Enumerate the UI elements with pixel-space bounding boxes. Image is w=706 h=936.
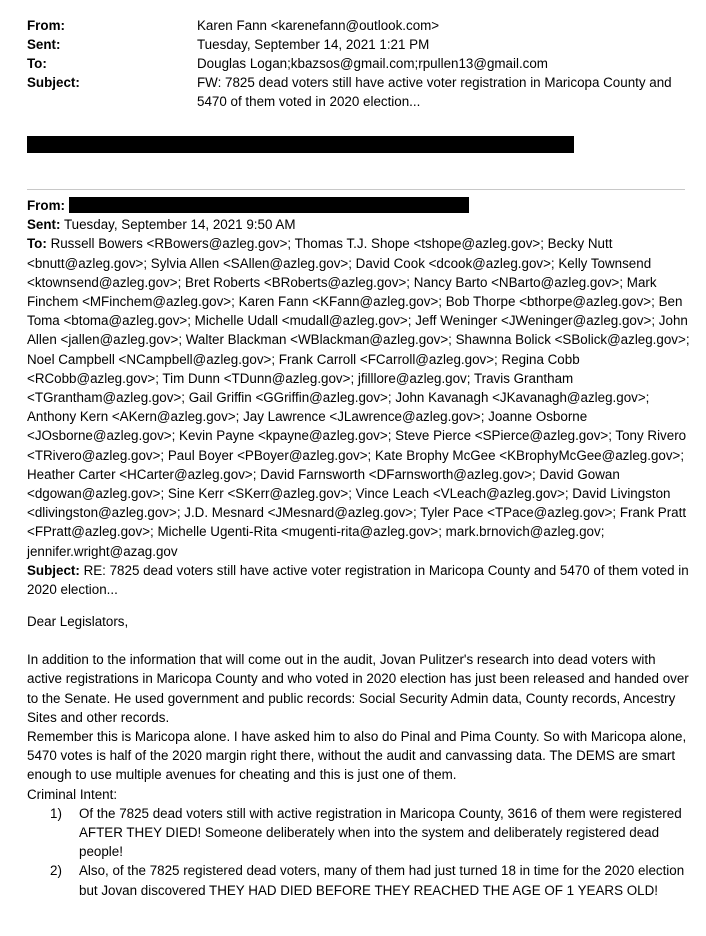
list-text: Of the 7825 dead voters still with active registration in Maricopa County, 3616 of them were registered AFTER THEY DIED! Someone deliberately when into the system and deliberately registered dead people! — [79, 805, 682, 860]
orig-sent-row — [27, 215, 691, 234]
list-text: Also, of the 7825 registered dead voters, many of them had just turned 18 in time for the 2020 election but Jovan discovered THEY HAD DIED BEFORE THEY REACHED THE AGE OF 1 YEARS OLD! — [79, 863, 685, 898]
to-value: Douglas Logan;kbazsos@gmail.com;rpullen13@gmail.com — [197, 56, 548, 71]
list-number: 1) — [50, 805, 62, 821]
orig-subject-value: RE: 7825 dead voters still have active voter registration in Maricopa County and 5470 of them voted in 2020 election... — [27, 562, 689, 598]
orig-to-value: Russell Bowers <RBowers@azleg.gov>; Thomas T.J. Shope <tshope@azleg.gov>; Becky Nutt <bnutt@azleg.gov>; Sylvia Allen <SAllen@azleg.gov>; David Cook <dcook@azleg.gov>; Kelly Townsend <ktownsend@azleg.gov>; Bret Roberts <BRoberts@azleg.gov>; Nancy Barto <NBarto@azleg.gov>; Mark Finchem <MFinchem@azleg.gov>; Karen Fann <KFann@azleg.gov>; Bob Thorpe <bthorpe@azleg.gov>; Ben Toma <btoma@azleg.gov>; Michelle Udall <mudall@azleg.gov>; Jeff Weninger <JWeninger@azleg.gov>; John Allen <jallen@azleg.gov>; Walter Blackman <WBlackman@azleg.gov>; Shawnna Bolick <SBolick@azleg.gov>; Noel Campbell <NCampbell@azleg.gov>; Frank Carroll <FCarroll@azleg.gov>; Regina Cobb <RCobb@azleg.gov>; Tim Dunn <TDunn@azleg.gov>; jfilllore@azleg.gov; Travis Grantham <TGrantham@azleg.gov>; Gail Griffin <GGriffin@azleg.gov>; John Kavanagh <JKavanagh@azleg.gov>; Anthony Kern <AKern@azleg.gov>; Jay Lawrence <JLawrence@azleg.gov>; Joanne Osborne <JOsborne@azleg.gov>; Kevin Payne <kpayne@azleg.gov>; Steve Pierce <SPierce@azleg.gov>; Tony Rivero <TRivero@azleg.gov>; Paul Boyer <PBoyer@azleg.gov>; Kate Brophy McGee <KBrophyMcGee@azleg.gov>; Heather Carter <HCarter@azleg.gov>; David Farnsworth <DFarnsworth@azleg.gov>; David Gowan <dgowan@azleg.gov>; Sine Kerr <SKerr@azleg.gov>; Vince Leach <VLeach@azleg.gov>; David Livingston <dlivingston@azleg.gov>; J.D. Mesnard <JMesnard@azleg.gov>; Tyler Pace <TPace@azleg.gov>; Frank Pratt <FPratt@azleg.gov>; Michelle Ugenti-Rita <mugenti-rita@azleg.gov>; mark.brnovich@azleg.gov; jennifer.wright@azag.gov — [27, 236, 690, 559]
original-header — [27, 196, 691, 599]
orig-sent-value: Tuesday, September 14, 2021 9:50 AM — [63, 217, 296, 233]
from-value: Karen Fann <karenefann@outlook.com> — [197, 18, 440, 33]
subject-label: Subject: — [27, 75, 80, 90]
from-label: From: — [27, 18, 65, 33]
list-number: 2) — [50, 863, 62, 879]
list-item — [27, 804, 691, 862]
from-row — [27, 16, 687, 35]
header-divider — [27, 189, 685, 190]
email-body — [27, 612, 691, 900]
greeting: Dear Legislators, — [27, 614, 129, 629]
orig-from-row — [27, 196, 691, 215]
sent-value: Tuesday, September 14, 2021 1:21 PM — [197, 37, 430, 52]
forward-header — [27, 16, 687, 111]
sent-label: Sent: — [27, 37, 61, 52]
orig-from-label: From: — [27, 198, 65, 213]
orig-sent-label: Sent: — [27, 217, 61, 233]
redacted-sender — [69, 197, 469, 213]
list-item — [27, 861, 691, 899]
sent-row — [27, 35, 687, 54]
subject-value: FW: 7825 dead voters still have active voter registration in Maricopa County and 5470 of them voted in 2020 election... — [197, 75, 672, 109]
to-label: To: — [27, 56, 47, 71]
orig-subject-label: Subject: — [27, 562, 80, 578]
intent-list — [27, 804, 691, 900]
paragraph-1: In addition to the information that will come out in the audit, Jovan Pulitzer's research into dead voters with active registrations in Maricopa County and who voted in 2020 election has just been released and handed over to the Senate. He used government and public records: Social Security Admin data, County records, Ancestry Sites and other records. — [27, 652, 689, 725]
paragraph-2: Remember this is Maricopa alone. I have asked him to also do Pinal and Pima County. So with Maricopa alone, 5470 votes is half of the 2020 margin right there, without the audit and canvassing data. The DEMS are smart enough to use multiple avenues for cheating and this is just one of them. — [27, 729, 687, 783]
orig-to-row — [27, 234, 691, 560]
redaction-bar — [27, 136, 574, 153]
orig-to-label: To: — [27, 236, 47, 252]
to-row — [27, 54, 687, 73]
subject-row — [27, 73, 687, 111]
criminal-intent-label: Criminal Intent: — [27, 786, 118, 802]
orig-subject-row — [27, 561, 691, 599]
